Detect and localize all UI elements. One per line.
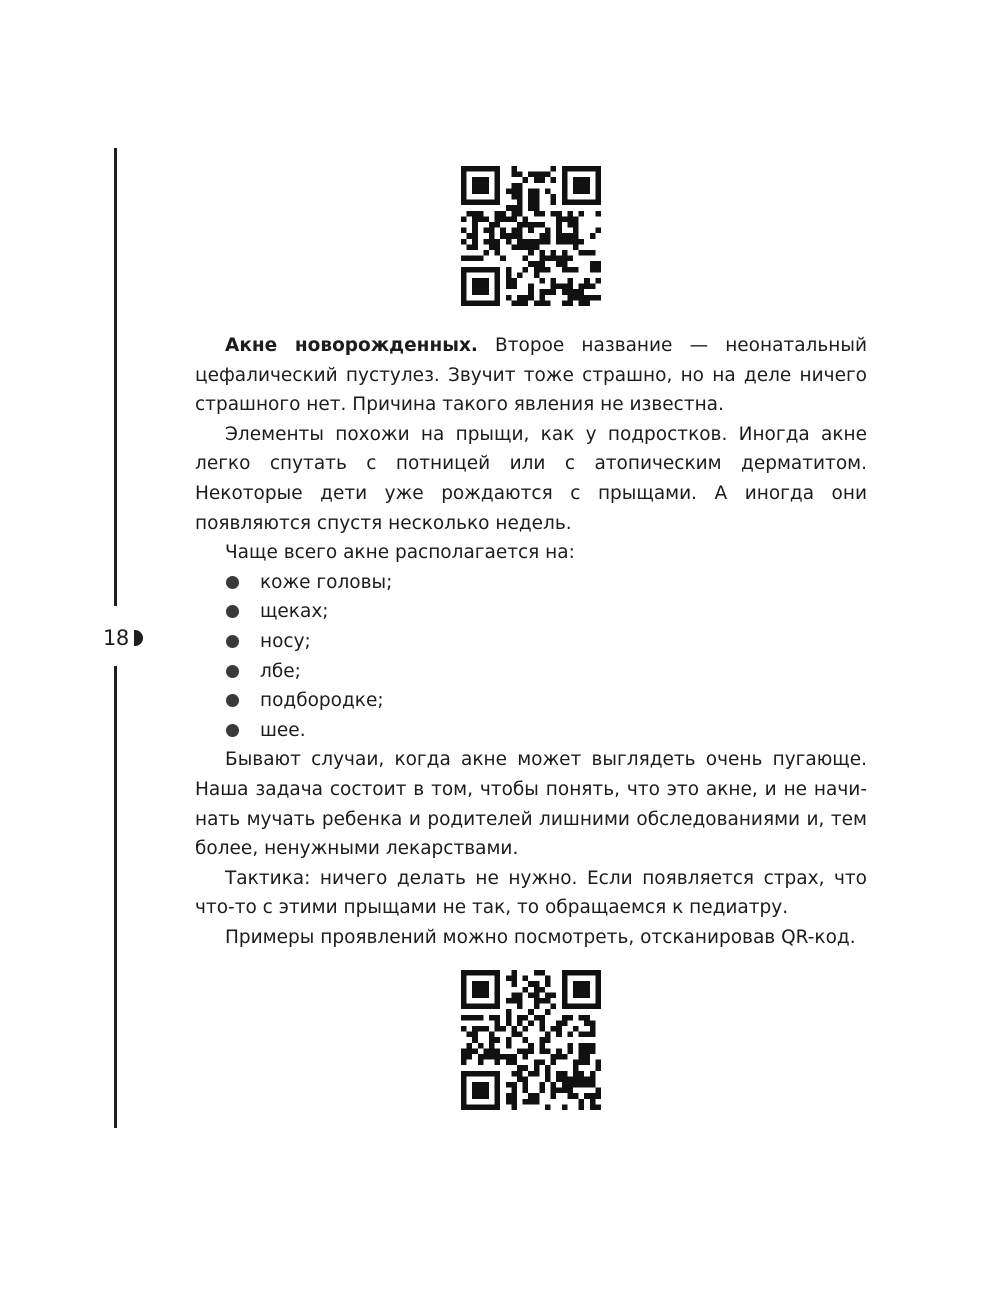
list-item: щеках;	[195, 597, 867, 627]
qr-code-bottom[interactable]	[461, 970, 601, 1110]
list-item: коже головы;	[195, 568, 867, 598]
page-number: 18	[103, 626, 129, 650]
bullet-icon	[226, 576, 239, 589]
paragraph-4: Бывают случаи, когда акне может выглядеть очень пугающе. Наша задача состоит в том, чтобы понять, что это акне, и не начинать мучать ребенка и родителей лишними обследованиями и, тем более, ненужными лекарствами.	[195, 749, 867, 860]
paragraph-5: Тактика: ничего делать не нужно. Если появляется страх, что что-то с этими прыщами не так, то обращаемся к педиатру.	[195, 867, 867, 919]
qr-code-top[interactable]	[461, 166, 601, 306]
bullet-icon	[226, 665, 239, 678]
bullet-icon	[226, 724, 239, 737]
margin-rule-top	[114, 148, 117, 606]
list-item: лбе;	[195, 657, 867, 687]
page-marker-icon	[134, 630, 143, 646]
bullet-icon	[226, 635, 239, 648]
location-list	[195, 568, 867, 746]
paragraph-2: Элементы похожи на прыщи, как у подростков. Иногда акне легко спутать с потницей или с атопическим дерматитом. Некоторые дети уже рождаются с прыщами. А иногда они появляются спустя несколько недель.	[195, 423, 867, 534]
qr-code-icon	[461, 166, 601, 306]
list-item: шее.	[195, 716, 867, 746]
term-heading: Акне новорожденных.	[225, 335, 478, 356]
article-body	[195, 331, 867, 952]
bullet-icon	[226, 605, 239, 618]
paragraph-3: Чаще всего акне располагается на:	[225, 542, 575, 564]
paragraph-6: Примеры проявлений можно посмотреть, отсканировав QR-код.	[225, 926, 856, 948]
bullet-icon	[226, 694, 239, 707]
paragraph-1	[195, 331, 867, 420]
list-item: подбородке;	[195, 686, 867, 716]
list-item: носу;	[195, 627, 867, 657]
margin-rule-bottom	[114, 666, 117, 1128]
paragraph-1-text: Второе название — неонатальный цефалический пустулез. Звучит тоже страшно, но на деле ничего страшного нет. Причина такого явления не известна.	[195, 335, 868, 416]
qr-code-icon	[461, 970, 601, 1110]
